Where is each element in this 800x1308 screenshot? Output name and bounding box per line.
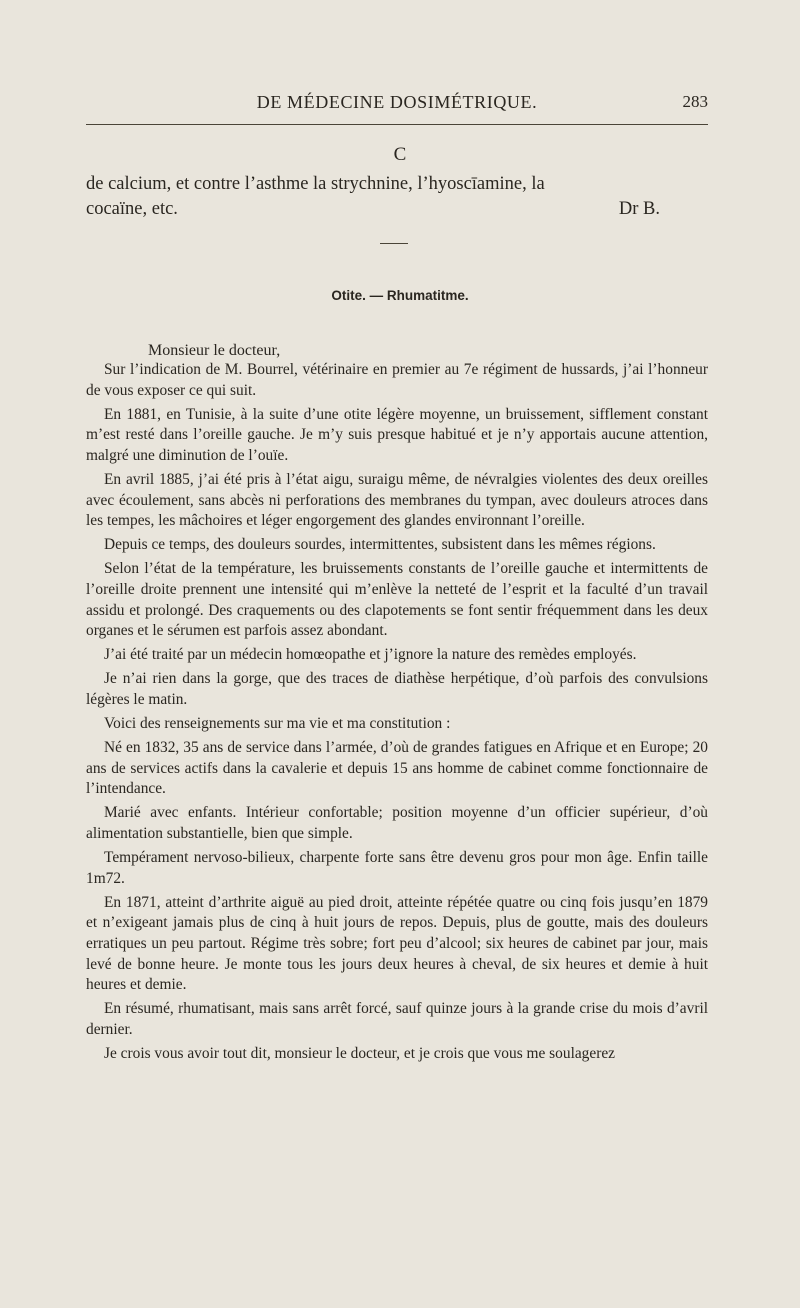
paragraph: Sur l’indication de M. Bourrel, vétérinaire en premier au 7e régiment de hussards, j’ai l’honneur de vous exposer ce qui suit.: [86, 361, 708, 399]
intro-line-2: [86, 197, 708, 222]
author-signature: Dr B.: [618, 199, 660, 219]
paragraph: En avril 1885, j’ai été pris à l’état aigu, suraigu même, de névralgies violentes des deux oreilles avec écoulement, sans abcès ni perforations des membranes du tympan, avec douleurs atroces dans les tempes, les mâchoires et léger engorgement des glandes environnant l’oreille.: [86, 470, 708, 530]
paragraph: Marié avec enfants. Intérieur confortable; position moyenne d’un officier supérieur, d’où alimentation substantielle, bien que simple.: [86, 804, 708, 842]
paragraph: Selon l’état de la température, les bruissements constants de l’oreille gauche et intermittents de l’oreille droite prennent une intensité qui m’enlève la netteté de l’esprit et la faculté d’un travail assidu et prolongé. Des craquements ou des clapotements se font sentir fréquemment dans les deux organes et le sérumen est parfois assez abondant.: [86, 560, 708, 640]
intro-line-2-text: cocaïne, etc.: [86, 199, 178, 219]
paragraph: Je crois vous avoir tout dit, monsieur le docteur, et je crois que vous me soulagerez: [104, 1044, 615, 1062]
paragraph: Tempérament nervoso-bilieux, charpente forte sans être devenu gros pour mon âge. Enfin taille 1m72.: [86, 849, 708, 887]
paragraph: Né en 1832, 35 ans de service dans l’armée, d’où de grandes fatigues en Afrique et en Europe; 20 ans de services actifs dans la cavalerie et depuis 15 ans homme de cabinet comme fonctionnaire de l’intendance.: [86, 739, 708, 798]
section-title: Otite. — Rhumatitme.: [331, 288, 469, 303]
paragraph: En 1881, en Tunisie, à la suite d’une otite légère moyenne, un bruissement, sifflement constant m’est resté dans l’oreille gauche. Je m’y suis presque habitué et je n’y apportais aucune attention, malgré une diminution de l’ouïe.: [86, 405, 708, 464]
running-head: [86, 92, 708, 118]
salutation: Monsieur le docteur,: [148, 342, 281, 359]
page-number: 283: [682, 92, 708, 111]
paragraph: Je n’ai rien dans la gorge, que des traces de diathèse herpétique, d’où parfois des convulsions légères le matin.: [86, 670, 708, 708]
header-rule: [86, 124, 708, 125]
intro-text: [86, 172, 708, 222]
section-separator: [380, 243, 408, 244]
intro-line-1: de calcium, et contre l’asthme la strychnine, l’hyoscīamine, la: [86, 174, 545, 194]
paragraph: Voici des renseignements sur ma vie et ma constitution :: [104, 715, 451, 732]
signature-letter: C: [393, 144, 407, 165]
paragraph: J’ai été traité par un médecin homœopathe et j’ignore la nature des remèdes employés.: [104, 646, 637, 664]
running-title: DE MÉDECINE DOSIMÉTRIQUE.: [256, 92, 538, 112]
paragraph: En 1871, atteint d’arthrite aiguë au pied droit, atteinte répétée quatre ou cinq fois jusqu’en 1879 et n’exigeant jamais plus de cinq à huit jours de repos. Depuis, plus de goutte, mais des douleurs erratiques un peu partout. Régime très sobre; fort peu d’alcool; six heures de cabinet par jour, mais levé de bonne heure. Je monte tous les jours deux heures à cheval, de six heures et demie à huit heures et demie.: [86, 893, 708, 994]
letter-body: [86, 360, 708, 1068]
paragraph: Depuis ce temps, des douleurs sourdes, intermittentes, subsistent dans les mêmes régions.: [104, 536, 656, 554]
paragraph: En résumé, rhumatisant, mais sans arrêt forcé, sauf quinze jours à la grande crise du mois d’avril dernier.: [86, 1000, 708, 1038]
